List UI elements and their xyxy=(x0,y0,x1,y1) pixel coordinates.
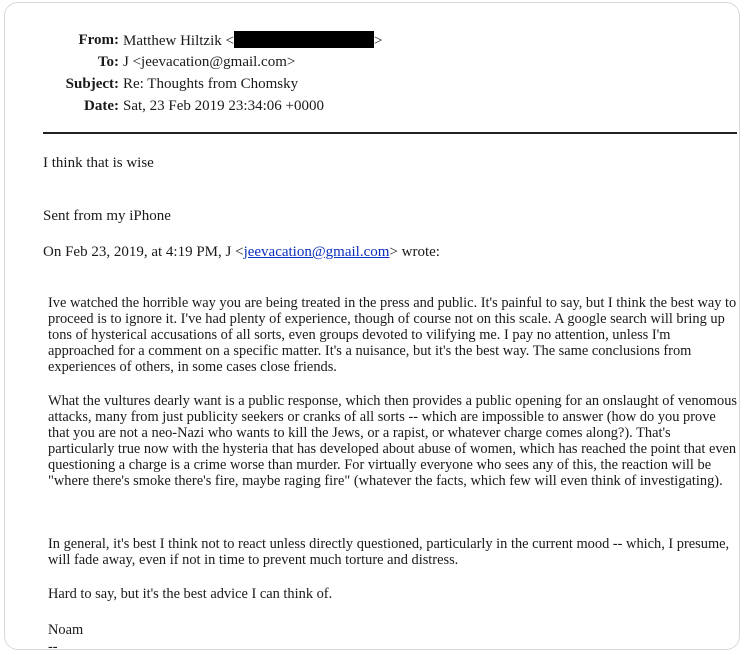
quoted-paragraph-4: Hard to say, but it's the best advice I can think of. xyxy=(48,586,333,602)
redaction-bar xyxy=(234,31,374,48)
quoted-paragraph-3: In general, it's best I think not to react unless directly questioned, particularly in the current mood -- which, I presume, will fade away, even if not in time to prevent much torture and distress. xyxy=(48,536,730,568)
signature: Sent from my iPhone xyxy=(43,208,171,224)
header-from-value xyxy=(123,31,382,50)
from-label: From: xyxy=(78,32,119,48)
date-label: Date: xyxy=(84,98,119,114)
header-to-value xyxy=(123,53,295,71)
email-printout xyxy=(4,2,740,655)
from-tail: > xyxy=(373,33,383,49)
quote-intro-prefix: On Feb 23, 2019, at 4:19 PM, J < xyxy=(43,244,244,260)
date-value: Sat, 23 Feb 2019 23:34:06 +0000 xyxy=(123,98,324,114)
sign-off-name: Noam xyxy=(48,622,84,638)
sign-off-dashes: -- xyxy=(48,639,58,655)
reply-body: I think that is wise xyxy=(43,155,154,171)
quote-intro-suffix: > wrote: xyxy=(389,244,440,260)
to-label: To: xyxy=(97,54,119,70)
quote-email-link[interactable]: jeevacation@gmail.com xyxy=(243,244,390,260)
header-date-value xyxy=(123,97,324,115)
quoted-paragraph-1: Ive watched the horrible way you are being treated in the press and public. It's painful to say, but I think the best way to proceed is to ignore it. I've had plenty of experience, though of course not on this scale. A google search will bring up tons of hysterical accusations of all sorts, even groups devoted to vilifying me. I pay no attention, unless I'm approached for a comment on a specific matter. It's a nuisance, but it's the best way. The same conclusions from experiences of others, in some cases close friends. xyxy=(48,295,737,375)
subject-value: Re: Thoughts from Chomsky xyxy=(123,76,299,92)
subject-label: Subject: xyxy=(65,76,119,92)
quoted-paragraph-2: What the vultures dearly want is a public response, which then provides a public opening for an onslaught of venomous attacks, many from just publicity seekers or cranks of all sorts -- which are impossible to answer (how do you prove that you are not a neo-Nazi who wants to kill the Jews, or a rapist, or whatever charge comes along?). That's particularly true now with the hysteria that has developed about abuse of women, which has reached the point that even questioning a charge is a crime worse than murder. For virtually everyone who sees any of this, the reaction will be "where there's smoke there's fire, maybe raging fire" (whatever the facts, which few will even think of investigating). xyxy=(48,393,737,489)
to-value: J <jeevacation@gmail.com> xyxy=(123,54,296,70)
from-value: Matthew Hiltzik < xyxy=(123,33,234,49)
header-divider xyxy=(43,132,737,134)
header-subject-value xyxy=(123,75,298,93)
quote-intro xyxy=(43,244,440,261)
